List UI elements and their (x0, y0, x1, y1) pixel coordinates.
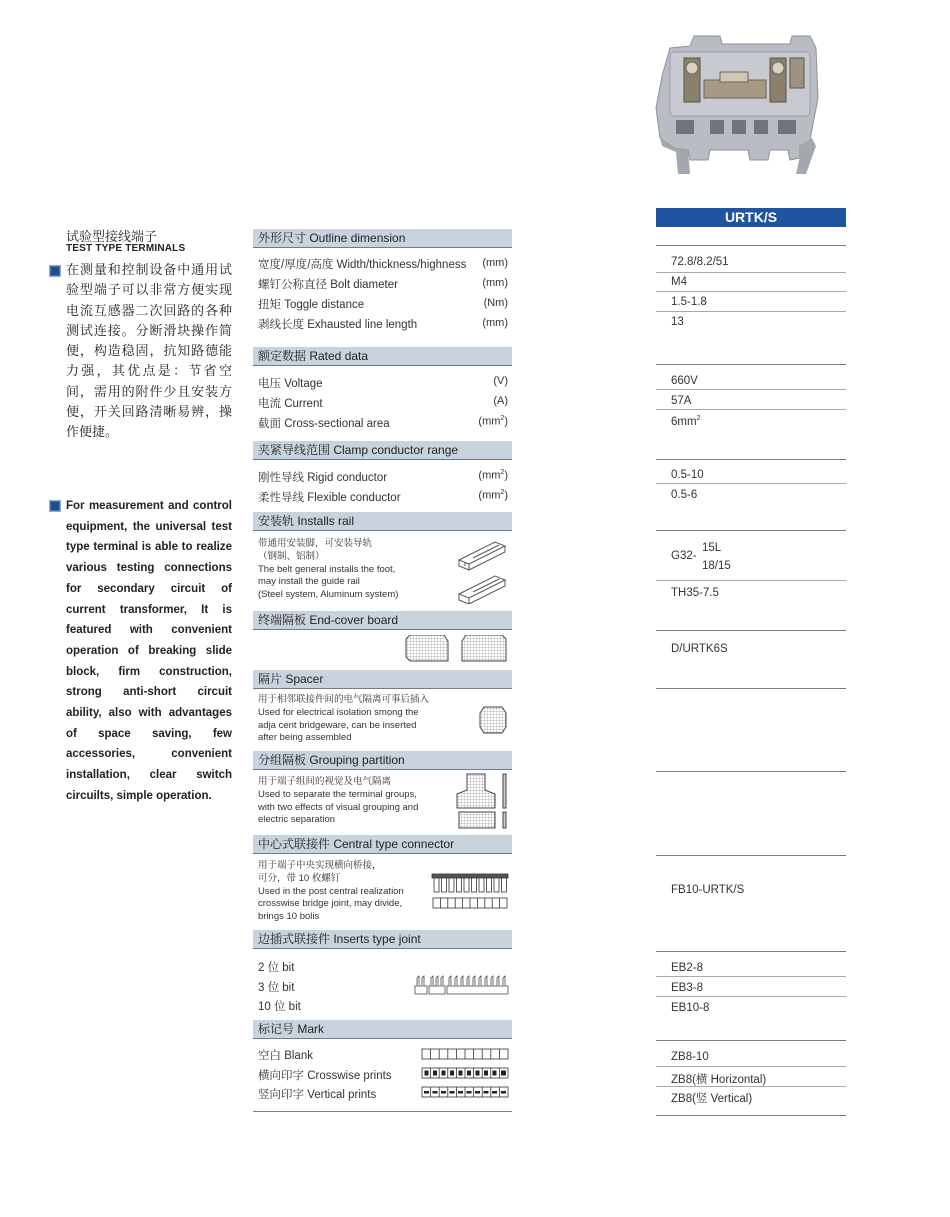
inserts-value: EB2-8 (671, 962, 703, 974)
grouping-description (258, 776, 418, 827)
rated-unit: (A) (493, 395, 508, 407)
rated-unit: (V) (493, 375, 508, 387)
mark-label: 竖向印字 Vertical prints (258, 1089, 377, 1101)
unit-sup: 2 (500, 489, 505, 496)
divider (656, 1040, 846, 1041)
unit-sup: 2 (500, 415, 505, 422)
mark-value: ZB8-10 (671, 1051, 709, 1063)
divider (656, 1115, 846, 1116)
divider (656, 459, 846, 460)
divider (656, 996, 846, 997)
divider (656, 483, 846, 484)
divider (656, 530, 846, 531)
description-cn: 在测量和控制设备中通用试验型端子可以非常方便实现电流互感器二次回路的各种测试连接。分断滑块操作简便，构造稳固，抗知路德能力强，其优点是：节省空间，需用的附件少且安装方便，开关回路清晰易辨，操作便捷。 (66, 262, 232, 440)
central-connector-icon (430, 872, 510, 912)
unit-text: (mm (478, 469, 501, 482)
grouping-text-line: Used to separate the terminal groups, (258, 788, 417, 800)
rail-text-line: （钢制、铝制） (258, 550, 325, 562)
spacer-text-line: Used for electrical isolation smong the (258, 706, 419, 718)
rail-text-line: 带通用安装脚，可安装导轨 (258, 538, 373, 549)
grouping-text-line: with two effects of visual grouping and (258, 801, 419, 813)
unit-end: ) (504, 469, 508, 482)
outline-value: 13 (671, 316, 684, 328)
divider (656, 311, 846, 312)
grouping-text-line: 用于端子组间的视觉及电气隔离 (258, 776, 392, 787)
section-header-central: 中心式联接件 Central type connector (253, 835, 512, 854)
section-header-clamp: 夹紧导线范围 Clamp conductor range (253, 441, 512, 460)
terminal-product-image (650, 28, 825, 178)
section-header-grouping: 分组隔板 Grouping partition (253, 751, 512, 770)
spacer-text-line: after being assembled (258, 732, 352, 744)
outline-unit: (mm) (482, 257, 508, 269)
central-value: FB10-URTK/S (671, 884, 745, 896)
clamp-unit (478, 469, 508, 482)
clamp-value: 0.5-10 (671, 469, 704, 481)
rated-label: 截面 Cross-sectional area (258, 418, 390, 430)
model-header: URTK/S (656, 208, 846, 227)
spacer-description (258, 694, 429, 745)
central-text-line: 可分，带 10 枚螺钉 (258, 872, 341, 884)
divider (656, 855, 846, 856)
outline-label: 螺钉公称直径 Bolt diameter (258, 279, 398, 291)
divider (656, 364, 846, 365)
divider (656, 976, 846, 977)
inserts-joint-icon (414, 974, 510, 996)
divider (656, 771, 846, 772)
end-cover-icon (404, 635, 510, 663)
value-sup: 2 (696, 415, 701, 422)
central-text-line: 用于端子中央实现横向桥接， (258, 860, 382, 871)
central-text-line: crosswise bridge joint, may divide, (258, 898, 403, 910)
inserts-label: 2 位 bit (258, 962, 295, 974)
central-description (258, 860, 404, 924)
divider (656, 389, 846, 390)
clamp-value: 0.5-6 (671, 489, 698, 501)
mark-label: 横向印字 Crosswise prints (258, 1070, 392, 1082)
mark-crosswise-icon (421, 1067, 509, 1079)
rail-value-prefix: G32- (671, 550, 697, 562)
divider (656, 688, 846, 689)
grouping-partition-icon (455, 772, 509, 832)
table-bottom-line (253, 1111, 512, 1112)
mark-vertical-icon (421, 1086, 509, 1098)
rail-value-a: 15L (702, 542, 722, 554)
spacer-text-line: adja cent bridgeware, can be inserted (258, 719, 417, 731)
rated-value: 57A (671, 395, 692, 407)
bullet-square-icon (49, 500, 61, 512)
section-header-rated: 额定数据 Rated data (253, 347, 512, 366)
inserts-label: 10 位 bit (258, 1001, 301, 1013)
section-title-cn: 试验型接线端子 (66, 229, 158, 244)
divider (656, 580, 846, 581)
rated-unit (478, 415, 508, 428)
unit-text: (mm (478, 489, 501, 502)
mark-blank-icon (421, 1048, 509, 1060)
clamp-unit (478, 489, 508, 502)
unit-text: (mm (478, 415, 501, 428)
outline-value: 1.5-1.8 (671, 296, 707, 308)
central-text-line: brings 10 bolis (258, 911, 320, 923)
outline-unit: (mm) (482, 277, 508, 289)
divider (656, 409, 846, 410)
rail-text-line: (Steel system, Aluminum system) (258, 589, 399, 601)
mark-value: ZB8(横 Horizontal) (671, 1074, 767, 1086)
rail-text-line: The belt general installs the foot, (258, 563, 396, 575)
rail-value-2: TH35-7.5 (671, 587, 719, 599)
mark-value: ZB8(竖 Vertical) (671, 1093, 753, 1105)
unit-end: ) (504, 489, 508, 502)
divider (656, 1086, 846, 1087)
inserts-value: EB3-8 (671, 982, 703, 994)
outline-label: 剥线长度 Exhausted line length (258, 319, 418, 331)
inserts-value: EB10-8 (671, 1002, 710, 1014)
spacer-icon (478, 705, 508, 735)
section-header-rail: 安装轨 Installs rail (253, 512, 512, 531)
spacer-text-line: 用于相邻联接件间的电气隔离可事后插入 (258, 694, 430, 705)
din-rail-icon (455, 536, 509, 604)
unit-end: ) (504, 415, 508, 428)
description-en: For measurement and control equipment, the universal test type terminal is able to realize various testing connections for secondary circuit of current transformer, It is featured with convenient operation of breaking slide block, firm construction, strong anti-short circuit ability, also with advantages of space saving, few accessories, convenient installation, clear switch circuilts, simple operation. (66, 500, 232, 802)
divider (656, 951, 846, 952)
section-header-mark: 标记号 Mark (253, 1020, 512, 1039)
outline-value: M4 (671, 276, 687, 288)
outline-value: 72.8/8.2/51 (671, 256, 729, 268)
section-title-en: TEST TYPE TERMINALS (66, 243, 186, 254)
rail-description (258, 538, 398, 602)
section-header-endcover: 终端隔板 End-cover board (253, 611, 512, 630)
rail-text-line: may install the guide rail (258, 576, 360, 588)
endcover-value: D/URTK6S (671, 643, 728, 655)
value-text: 6mm (671, 415, 697, 428)
mark-label: 空白 Blank (258, 1050, 313, 1062)
grouping-text-line: electric separation (258, 814, 336, 826)
section-header-spacer: 隔片 Spacer (253, 670, 512, 689)
divider (656, 245, 846, 246)
rated-value: 660V (671, 375, 698, 387)
divider (656, 630, 846, 631)
section-header-outline: 外形尺寸 Outline dimension (253, 229, 512, 248)
section-header-inserts: 边插式联接件 Inserts type joint (253, 930, 512, 949)
bullet-square-icon (49, 265, 61, 277)
rated-value (671, 415, 700, 428)
rail-value-b: 18/15 (702, 560, 731, 572)
outline-unit: (Nm) (483, 297, 508, 309)
rated-label: 电流 Current (258, 398, 323, 410)
outline-label: 扭矩 Toggle distance (258, 299, 365, 311)
divider (656, 291, 846, 292)
outline-unit: (mm) (482, 317, 508, 329)
clamp-label: 柔性导线 Flexible conductor (258, 492, 401, 504)
unit-sup: 2 (500, 469, 505, 476)
outline-label: 宽度/厚度/高度 Width/thickness/highness (258, 259, 467, 271)
divider (656, 1066, 846, 1067)
inserts-label: 3 位 bit (258, 982, 295, 994)
divider (656, 272, 846, 273)
rated-label: 电压 Voltage (258, 378, 323, 390)
clamp-label: 刚性导线 Rigid conductor (258, 472, 388, 484)
central-text-line: Used in the post central realization (258, 885, 404, 897)
